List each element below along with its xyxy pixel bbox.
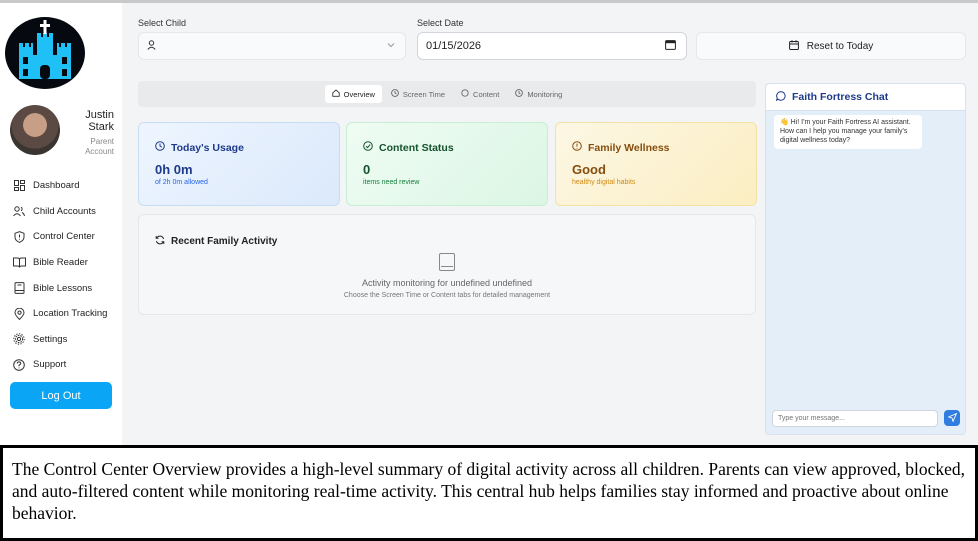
activity-subtext: Choose the Screen Time or Content tabs for detailed management xyxy=(343,292,551,299)
send-icon xyxy=(948,413,957,424)
content-status-card xyxy=(346,122,548,206)
sidebar-item-dashboard[interactable] xyxy=(12,173,120,199)
reset-to-today-button[interactable] xyxy=(696,32,966,60)
sidebar-item-bible-lessons[interactable] xyxy=(12,275,120,301)
tab-bar xyxy=(138,81,756,107)
chevron-down-icon xyxy=(387,40,395,50)
sidebar-item-control-center[interactable] xyxy=(12,224,120,250)
chat-title: Faith Fortress Chat xyxy=(792,91,889,103)
card-title: Content Status xyxy=(379,141,454,154)
sidebar xyxy=(0,3,122,445)
sidebar-item-location-tracking[interactable] xyxy=(12,301,120,327)
profile-role: Parent Account xyxy=(85,137,114,156)
sidebar-item-child-accounts[interactable] xyxy=(12,199,120,225)
date-input[interactable] xyxy=(417,32,687,60)
tab-content[interactable] xyxy=(454,85,506,103)
tab-label: Monitoring xyxy=(527,89,563,99)
book-icon xyxy=(439,253,455,271)
card-title: Today's Usage xyxy=(171,141,244,154)
chat-message: 👋 Hi! I'm your Faith Fortress AI assistant. How can I help you manage your family's digital wellness today? xyxy=(774,115,922,149)
sidebar-item-label: Control Center xyxy=(33,231,95,243)
card-value: Good xyxy=(572,162,606,177)
sidebar-item-support[interactable] xyxy=(12,352,120,378)
chat-bubble-icon xyxy=(776,91,786,104)
child-select[interactable] xyxy=(138,32,406,60)
tab-label: Overview xyxy=(343,89,375,99)
sidebar-item-bible-reader[interactable] xyxy=(12,250,120,276)
select-child-label: Select Child xyxy=(138,18,187,28)
sidebar-item-label: Dashboard xyxy=(33,180,80,192)
family-wellness-card xyxy=(555,122,757,206)
castle-icon xyxy=(5,17,85,89)
chat-input[interactable] xyxy=(772,410,938,427)
calendar-icon xyxy=(789,40,799,53)
tab-screen-time[interactable] xyxy=(384,85,452,103)
tab-label: Screen Time xyxy=(402,89,446,99)
reset-label: Reset to Today xyxy=(806,40,874,52)
sidebar-item-settings[interactable] xyxy=(12,327,120,353)
sidebar-item-label: Bible Lessons xyxy=(33,282,93,294)
profile-card xyxy=(10,103,114,159)
clock-icon xyxy=(391,89,399,99)
card-subtext: items need review xyxy=(363,179,420,186)
alert-circle-icon xyxy=(572,141,582,154)
card-value: 0 xyxy=(363,162,371,177)
refresh-icon xyxy=(155,235,165,248)
send-button[interactable] xyxy=(944,410,960,426)
person-icon xyxy=(147,40,156,53)
activity-message: Activity monitoring for undefined undefined xyxy=(361,278,533,288)
help-circle-icon xyxy=(12,358,26,372)
chat-panel xyxy=(765,83,966,435)
card-subtext: healthy digital habits xyxy=(572,179,636,186)
clock-icon xyxy=(515,89,523,99)
home-icon xyxy=(332,89,340,99)
shield-icon xyxy=(12,230,26,244)
sidebar-nav xyxy=(12,173,120,378)
select-date-label: Select Date xyxy=(417,18,464,28)
check-circle-icon xyxy=(363,141,373,154)
dashboard-icon xyxy=(12,179,26,193)
chat-header xyxy=(766,84,965,111)
gear-icon xyxy=(12,332,26,346)
activity-title: Recent Family Activity xyxy=(171,236,278,247)
clock-icon xyxy=(155,141,165,154)
book-icon xyxy=(12,281,26,295)
avatar xyxy=(10,105,60,155)
recent-activity-panel xyxy=(138,214,756,315)
sidebar-item-label: Settings xyxy=(33,333,68,345)
card-subtext: of 2h 0m allowed xyxy=(155,179,208,186)
tab-overview[interactable] xyxy=(325,85,382,103)
caption-text: The Control Center Overview provides a high-level summary of digital activity across all children. Parents can view approved, blocked, and auto-filtered content while monitoring real-time activity. This central hub helps families stay informed and proactive about online behavior. xyxy=(0,445,978,541)
card-title: Family Wellness xyxy=(588,141,670,154)
profile-name: Justin Stark xyxy=(85,109,114,133)
sidebar-item-label: Child Accounts xyxy=(33,205,96,217)
users-icon xyxy=(12,204,26,218)
sidebar-item-label: Location Tracking xyxy=(33,308,108,320)
location-pin-icon xyxy=(12,307,26,321)
todays-usage-card xyxy=(138,122,340,206)
book-open-icon xyxy=(12,256,26,270)
logout-button[interactable]: Log Out xyxy=(10,382,112,409)
tab-label: Content xyxy=(473,89,500,99)
date-value: 01/15/2026 xyxy=(426,40,482,52)
sidebar-item-label: Support xyxy=(33,359,67,371)
sidebar-item-label: Bible Reader xyxy=(33,257,88,269)
tab-monitoring[interactable] xyxy=(508,85,569,103)
calendar-icon[interactable] xyxy=(665,39,676,53)
card-value: 0h 0m xyxy=(155,162,193,177)
castle-logo xyxy=(5,17,85,89)
circle-icon xyxy=(461,89,469,99)
